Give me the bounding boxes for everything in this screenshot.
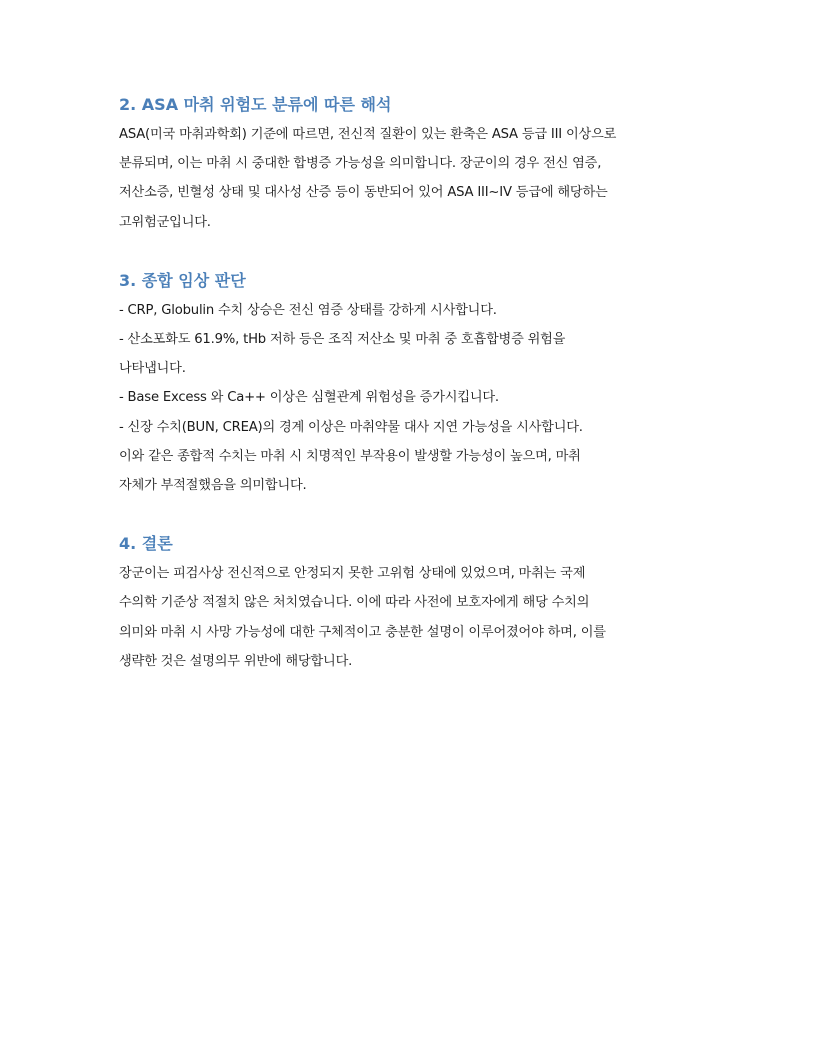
paragraph-line: 의미와 마취 시 사망 가능성에 대한 구체적이고 충분한 설명이 이루어졌어야 하며, 이를 xyxy=(119,624,606,640)
list-item: - Base Excess 와 Ca++ 이상은 심혈관계 위험성을 증가시킵니다. xyxy=(119,390,499,406)
paragraph-line: ASA(미국 마취과학회) 기준에 따르면, 전신적 질환이 있는 환축은 ASA 등급 III 이상으로 xyxy=(119,127,617,142)
section-spacer xyxy=(119,237,699,266)
list-item-continuation: 나타냅니다. xyxy=(119,361,186,377)
list-item: - CRP, Globulin 수치 상승은 전신 염증 상태를 강하게 시사합니다. xyxy=(119,302,497,318)
section-conclusion xyxy=(119,529,699,676)
section-asa-classification xyxy=(119,90,699,237)
section-heading: 2. ASA 마취 위험도 분류에 따른 해석 xyxy=(119,95,392,114)
section-heading: 3. 종합 임상 판단 xyxy=(119,270,246,290)
section-heading: 4. 결론 xyxy=(119,534,173,554)
paragraph-line: 생략한 것은 설명의무 위반에 해당합니다. xyxy=(119,653,353,669)
paragraph-line: 장군이는 피검사상 전신적으로 안정되지 못한 고위험 상태에 있었으며, 마취는 국제 xyxy=(119,566,586,582)
paragraph-line: 저산소증, 빈혈성 상태 및 대사성 산증 등이 동반되어 있어 ASA III~IV 등급에 해당하는 xyxy=(119,185,608,201)
document-page xyxy=(119,90,699,676)
list-item: - 신장 수치(BUN, CREA)의 경계 이상은 마취약물 대사 지연 가능성을 시사합니다. xyxy=(119,419,583,435)
paragraph-line: 자체가 부적절했음을 의미합니다. xyxy=(119,478,307,494)
section-spacer xyxy=(119,500,699,529)
section-clinical-judgment xyxy=(119,266,699,500)
paragraph-line: 이와 같은 종합적 수치는 마취 시 치명적인 부작용이 발생할 가능성이 높으며, 마취 xyxy=(119,448,581,464)
list-item: - 산소포화도 61.9%, tHb 저하 등은 조직 저산소 및 마취 중 호흡합병증 위험을 xyxy=(119,332,566,348)
paragraph-line: 수의학 기준상 적절치 않은 처치였습니다. 이에 따라 사전에 보호자에게 해당 수치의 xyxy=(119,595,590,611)
paragraph-line: 고위험군입니다. xyxy=(119,214,211,230)
paragraph-line: 분류되며, 이는 마취 시 중대한 합병증 가능성을 의미합니다. 장군이의 경우 전신 염증, xyxy=(119,156,602,172)
